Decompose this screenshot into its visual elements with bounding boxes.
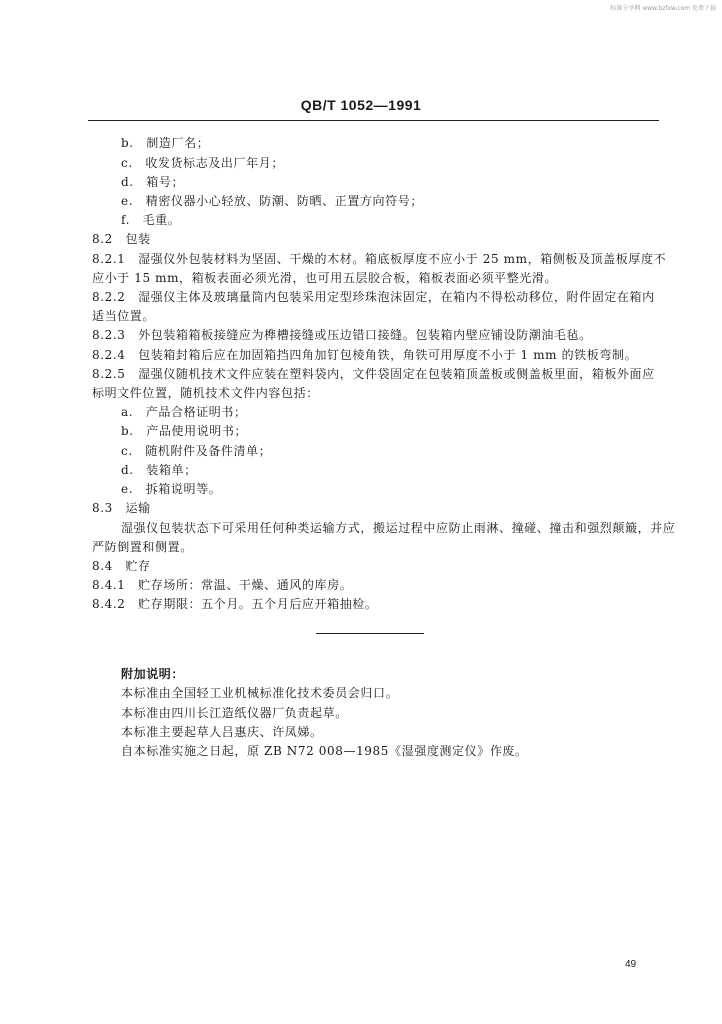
page-number: 49 (625, 959, 637, 970)
text-line: b. 制造厂名； (121, 136, 210, 150)
text-line: 8.2.4 包装箱封箱后应在加固箱挡四角加钉包棱角铁，角铁可用厚度不小于 1 mm 的铁板弯制。 (92, 348, 638, 362)
text-line: 8.4.1 贮存场所：常温、干燥、通风的库房。 (92, 578, 353, 592)
text-line: 8.2.5 湿强仪随机技术文件应装在塑料袋内，文件袋固定在包装箱顶盖板或侧盖板里面，箱板外面应 (92, 367, 655, 381)
watermark-text: 标准分享网 www.bzfxw.com 免费下载 (610, 5, 716, 12)
text-line: 附加说明： (121, 667, 185, 681)
text-line: d. 装箱单； (121, 463, 197, 477)
text-line: 本标准主要起草人吕惠庆、许凤娣。 (121, 725, 323, 739)
text-line: 8.4 贮存 (92, 559, 151, 573)
text-line: e. 拆箱说明等。 (121, 482, 222, 496)
text-line: 8.2.2 湿强仪主体及玻璃量筒内包装采用定型珍珠泡沫固定，在箱内不得松动移位，附件固定在箱内 (92, 290, 655, 304)
text-line: 8.2.1 湿强仪外包装材料为坚固、干燥的木材。箱底板厚度不应小于 25 mm，箱侧板及顶盖板厚度不 (92, 252, 667, 266)
text-line: 本标准由四川长江造纸仪器厂负责起草。 (121, 706, 348, 720)
text-line: 自本标准实施之日起，原 ZB N72 008—1985《湿强度测定仪》作废。 (121, 744, 528, 758)
text-line: 本标准由全国轻工业机械标准化技术委员会归口。 (121, 686, 399, 700)
standard-code-header: QB/T 1052—1991 (300, 97, 422, 113)
text-line: f. 毛重。 (121, 213, 181, 227)
text-line: 严防倒置和侧置。 (92, 540, 193, 554)
text-line: e. 精密仪器小心轻放、防潮、防晒、正置方向符号； (121, 194, 423, 208)
end-separator (316, 633, 424, 634)
text-line: 适当位置。 (92, 309, 156, 323)
header-rule (88, 120, 659, 121)
text-line: b. 产品使用说明书； (121, 424, 248, 438)
text-line: c. 收发货标志及出厂年月； (121, 156, 284, 170)
text-line: 8.2 包装 (92, 232, 151, 246)
text-line: c. 随机附件及备件清单； (121, 444, 272, 458)
text-line: 8.3 运输 (92, 501, 151, 515)
text-line: 湿强仪包装状态下可采用任何种类运输方式，搬运过程中应防止雨淋、撞碰、撞击和强烈颠簸，并应 (121, 521, 676, 535)
text-line: a. 产品合格证明书； (121, 405, 247, 419)
text-line: 8.4.2 贮存期限：五个月。五个月后应开箱抽检。 (92, 597, 378, 611)
text-line: 标明文件位置，随机技术文件内容包括： (92, 386, 319, 400)
text-line: 应小于 15 mm，箱板表面必须光滑，也可用五层胶合板，箱板表面必须平整光滑。 (92, 271, 558, 285)
text-line: 8.2.3 外包装箱箱板接缝应为榫槽接缝或压边错口接缝。包装箱内壁应铺设防潮油毛毡。 (92, 328, 592, 342)
text-line: d. 箱号； (121, 175, 185, 189)
